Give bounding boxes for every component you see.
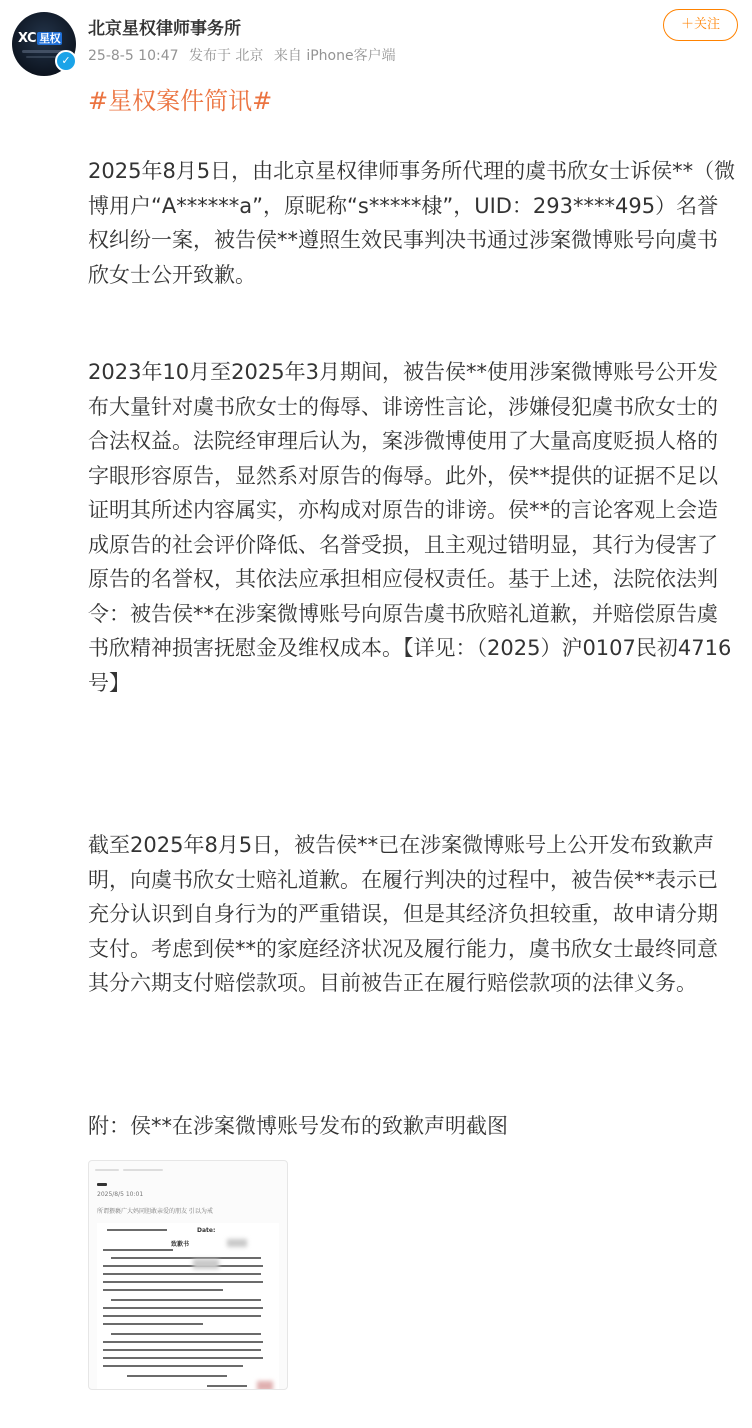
post-paragraph: 附：侯**在涉案微博账号发布的致歉声明截图 [88,1114,508,1138]
letter-line [103,1281,263,1283]
thumb-line [95,1169,119,1171]
letter-line [103,1341,263,1343]
letter-line [103,1315,261,1317]
attachment-image[interactable] [88,1160,288,1390]
letter-line [107,1229,167,1231]
letter-line [111,1257,261,1259]
post-paragraph: 截至2025年8月5日，被告侯**已在涉案微博账号上公开发布致歉声明，向虞书欣女士赔礼道歉。在履行判决的过程中，被告侯**表示已充分认识到自身行为的严重错误，但是其经济负担较重，故申请分期支付。考虑到侯**的家庭经济状况及履行能力，虞书欣女士最终同意其分六期支付赔偿款项。目前被告正在履行赔偿款项的法律义务。 [88,833,718,995]
post-source[interactable]: 来自 iPhone客户端 [273,48,396,64]
letter-line [127,1375,227,1377]
redaction-blur [257,1381,273,1390]
post-paragraph: 2023年10月至2025年3月期间，被告侯**使用涉案微博账号公开发布大量针对虞书欣女士的侮辱、诽谤性言论，涉嫌侵犯虞书欣女士的合法权益。法院经审理后认为，案涉微博使用了大量高度贬损人格的字眼形容原告，显然系对原告的侮辱。此外，侯**提供的证据不足以证明其所述内容属实，亦构成对原告的诽谤。侯**的言论客观上会造成原告的社会评价降低、名誉受损，且主观过错明显，其行为侵害了原告的名誉权，其依法应承担相应侵权责任。基于上述，法院依法判令：被告侯**在涉案微博账号向原告虞书欣赔礼道歉，并赔偿原告虞书欣精神损害抚慰金及维权成本。【详见：（2025）沪0107民初4716号】 [88,360,732,695]
post-date: 25-8-5 10:47 [88,48,179,64]
letter-line [103,1265,263,1267]
handwritten-letter [97,1223,279,1390]
redaction-blur [227,1239,247,1247]
letter-line [207,1385,247,1387]
letter-line [103,1349,261,1351]
post-location: 发布于 北京 [188,48,264,64]
follow-button[interactable]: ＋关注 [663,9,738,41]
thumb-line [123,1169,163,1171]
letter-line [103,1365,243,1367]
letter-line [103,1249,173,1251]
redaction-blur [193,1259,219,1269]
attachment-date: 2025/8/5 10:01 [97,1191,144,1198]
topic-link[interactable]: #星权案件简讯# [88,87,273,115]
letter-line [111,1333,261,1335]
letter-line [111,1299,261,1301]
letter-line [103,1357,263,1359]
letter-date-label: Date: [197,1227,216,1234]
author-name[interactable]: 北京星权律师事务所 [88,19,241,39]
letter-line [103,1307,263,1309]
letter-line [103,1273,261,1275]
letter-title: 致歉书 [171,1241,190,1248]
letter-line [103,1323,203,1325]
post-paragraph: 2025年8月5日，由北京星权律师事务所代理的虞书欣女士诉侯**（微博用户“A******a”，原昵称“s*****棣”，UID：293****495）名誉权纠纷一案，被告侯**遵照生效民事判决书通过涉案微博账号向虞书欣女士公开致歉。 [88,159,736,287]
letter-line [103,1289,223,1291]
post-header [0,0,752,80]
avatar-logo: XC 星权 [18,31,61,46]
attachment-caption: 所谓猥褻广大妈同胆敢亲爱的朋友 引以为戒 [97,1208,213,1215]
verified-badge-icon: ✓ [55,50,77,72]
thumb-line [97,1183,107,1186]
post-meta [88,45,402,65]
